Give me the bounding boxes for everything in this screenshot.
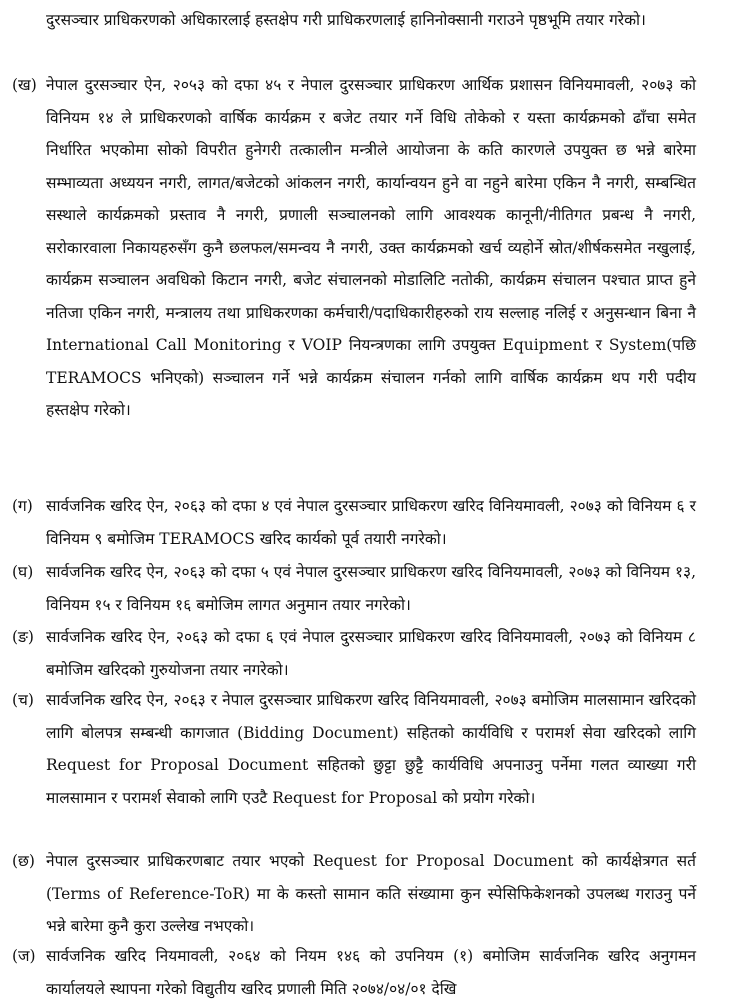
continuation-paragraph: दुरसञ्चार प्राधिकरणको अधिकारलाई हस्तक्षेप गरी प्राधिकरणलाई हानिनोक्सानी गराउने पृष्ठभूमि तयार गरेको। bbox=[46, 11, 646, 29]
list-item-nga bbox=[12, 621, 696, 686]
item-marker: (घ) bbox=[12, 563, 34, 581]
list-item-ja bbox=[12, 940, 696, 1005]
item-marker: (छ) bbox=[12, 852, 35, 870]
list-item-kha bbox=[12, 69, 696, 427]
item-marker: (ख) bbox=[12, 76, 37, 94]
item-marker: (च) bbox=[12, 691, 34, 709]
list-item-cha bbox=[12, 684, 696, 814]
item-marker: (ज) bbox=[12, 947, 36, 965]
item-marker: (ग) bbox=[12, 497, 33, 515]
item-text: सार्वजनिक खरिद ऐन, २०६३ र नेपाल दुरसञ्चार प्राधिकरण खरिद विनियमावली, २०७३ बमोजिम मालसामान खरिदको लागि बोलपत्र सम्बन्धी कागजात (Bidding Document) सहितको कार्यविधि र परामर्श सेवा खरिदको लागि Request for Proposal Document सहितको छुट्टा छुट्टै कार्यविधि अपनाउनु पर्नेमा गलत व्याख्या गरी मालसामान र परामर्श सेवाको लागि एउटै Request for Proposal को प्रयोग गरेको। bbox=[46, 691, 696, 807]
list-item-chha bbox=[12, 845, 696, 943]
list-item-gha bbox=[12, 556, 696, 621]
item-text: नेपाल दुरसञ्चार प्राधिकरणबाट तयार भएको Request for Proposal Document को कार्यक्षेत्रगत सर्त (Terms of Reference-ToR) मा के कस्तो सामान कति संख्यामा कुन स्पेसिफिकेशनको उपलब्ध गराउनु पर्ने भन्ने बारेमा कुनै कुरा उल्लेख नभएको। bbox=[46, 852, 696, 935]
item-text: सार्वजनिक खरिद ऐन, २०६३ को दफा ५ एवं नेपाल दुरसञ्चार प्राधिकरण खरिद विनियमावली, २०७३ को विनियम १३, विनियम १५ र विनियम १६ बमोजिम लागत अनुमान तयार नगरेको। bbox=[46, 563, 696, 614]
item-text: सार्वजनिक खरिद नियमावली, २०६४ को नियम १४६ को उपनियम (१) बमोजिम सार्वजनिक खरिद अनुगमन कार्यालयले स्थापना गरेको विद्युतीय खरिद प्रणाली मिति २०७४/०४/०१ देखि bbox=[46, 947, 696, 998]
item-text: सार्वजनिक खरिद ऐन, २०६३ को दफा ४ एवं नेपाल दुरसञ्चार प्राधिकरण खरिद विनियमावली, २०७३ को विनियम ६ र विनियम ९ बमोजिम TERAMOCS खरिद कार्यको पूर्व तयारी नगरेको। bbox=[46, 497, 696, 548]
item-marker: (ङ) bbox=[12, 628, 34, 646]
item-text: नेपाल दुरसञ्चार ऐन, २०५३ को दफा ४५ र नेपाल दुरसञ्चार प्राधिकरण आर्थिक प्रशासन विनियमावली, २०७३ को विनियम १४ ले प्राधिकरणको वार्षिक कार्यक्रम र बजेट तयार गर्ने विधि तोकेको र यस्ता कार्यक्रमको ढाँचा समेत निर्धारित भएकोमा सोको विपरीत हुनेगरी तत्कालीन मन्त्रीले आयोजना के कति कारणले उपयुक्त छ भन्ने बारेमा सम्भाव्यता अध्ययन नगरी, लागत/बजेटको आंकलन नगरी, कार्यान्वयन हुने वा नहुने बारेमा एकिन नै नगरी, सम्बन्धित सस्थाले कार्यक्रमको प्रस्ताव नै नगरी, प्रणाली सञ्चालनको लागि आवश्यक कानूनी/नीतिगत प्रबन्ध नै नगरी, सरोकारवाला निकायहरुसँग कुनै छलफल/समन्वय नै नगरी, उक्त कार्यक्रमको खर्च व्यहोर्ने स्रोत/शीर्षकसमेत नखुलाई, कार्यक्रम सञ्चालन अवधिको किटान नगरी, बजेट संचालनको मोडालिटि नतोकी, कार्यक्रम संचालन पश्चात प्राप्त हुने नतिजा एकिन नगरी, मन्त्रालय तथा प्राधिकरणका कर्मचारी/पदाधिकारीहरुको राय सल्लाह नलिई र अनुसन्धान बिना नै International Call Monitoring र VOIP नियन्त्रणका लागि उपयुक्त Equipment र System(पछि TERAMOCS भनिएको) सञ्चालन गर्ने भन्ने कार्यक्रम संचालन गर्नको लागि वार्षिक कार्यक्रम थप गरी पदीय हस्तक्षेप गरेको। bbox=[46, 76, 696, 419]
list-item-ga bbox=[12, 490, 696, 555]
item-text: सार्वजनिक खरिद ऐन, २०६३ को दफा ६ एवं नेपाल दुरसञ्चार प्राधिकरण खरिद विनियमावली, २०७३ को विनियम ८ बमोजिम खरिदको गुरुयोजना तयार नगरेको। bbox=[46, 628, 696, 679]
